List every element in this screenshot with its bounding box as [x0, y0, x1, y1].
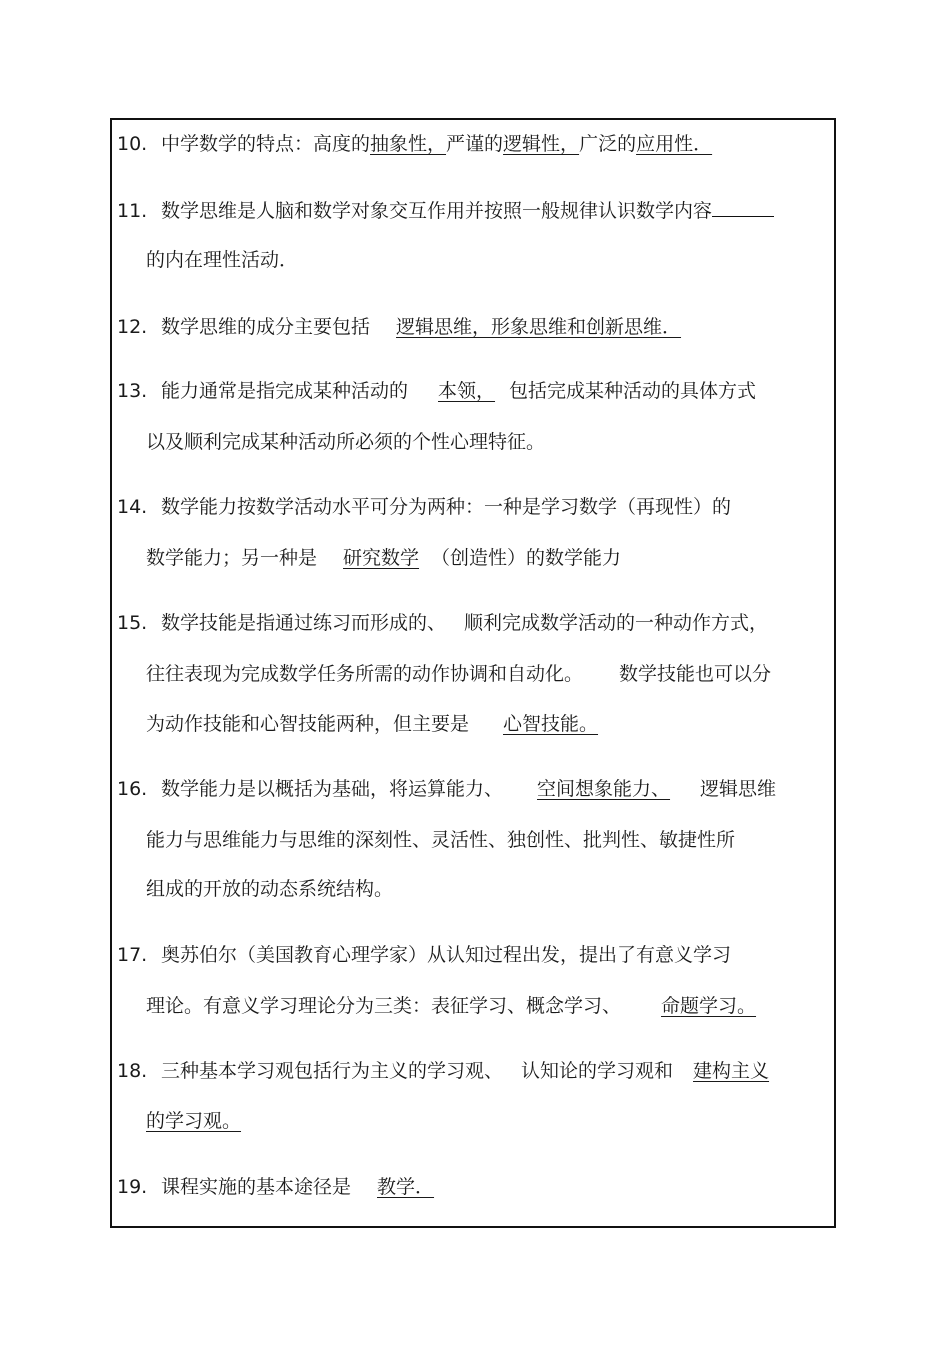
question-number: 17. — [117, 944, 148, 966]
question-text: 严谨的 — [446, 133, 504, 155]
question-text: 包括完成某种活动的具体方式 — [509, 380, 757, 402]
question-text: 中学数学的特点：高度的 — [161, 133, 371, 155]
question-number: 12. — [117, 316, 148, 338]
question-number: 16. — [117, 778, 148, 800]
answer: 教学． — [377, 1176, 435, 1198]
answer: 建构主义 — [693, 1060, 770, 1082]
question-text: 为动作技能和心智技能两种，但主要是 — [146, 713, 470, 735]
question-16-line-2 — [146, 827, 735, 853]
question-text: 组成的开放的动态系统结构。 — [146, 878, 394, 900]
question-text: （创造性）的数学能力 — [431, 547, 622, 569]
question-text: 数学能力按数学活动水平可分为两种：一种是学习数学（再现性）的 — [161, 496, 732, 518]
question-14-line-2 — [146, 545, 621, 571]
question-text: 数学思维的成分主要包括 — [161, 316, 371, 338]
question-17-line-2 — [146, 993, 756, 1019]
question-13 — [117, 378, 756, 404]
question-15-line-3 — [146, 711, 598, 737]
question-19 — [117, 1174, 434, 1200]
answer: 的学习观。 — [146, 1110, 242, 1132]
question-text: 能力与思维能力与思维的深刻性、灵活性、独创性、批判性、敏捷性所 — [146, 829, 736, 851]
question-number: 18. — [117, 1060, 148, 1082]
question-18 — [117, 1058, 769, 1084]
answer: 本领， — [438, 380, 496, 402]
question-text: 理论。有意义学习理论分为三类：表征学习、概念学习、 — [146, 995, 622, 1017]
question-11-line-2 — [146, 247, 298, 273]
question-number: 19. — [117, 1176, 148, 1198]
question-number: 15. — [117, 612, 148, 634]
question-11 — [117, 198, 774, 224]
question-text: 能力通常是指完成某种活动的 — [161, 380, 409, 402]
question-number: 11. — [117, 200, 148, 222]
question-text: 数学思维是人脑和数学对象交互作用并按照一般规律认识数学内容 — [161, 200, 713, 222]
answer-blank — [712, 198, 774, 217]
answer: 命题学习。 — [661, 995, 757, 1017]
question-number: 10. — [117, 133, 148, 155]
question-text: 课程实施的基本途径是 — [161, 1176, 352, 1198]
question-15-line-2 — [146, 661, 771, 687]
question-number: 14. — [117, 496, 148, 518]
question-text: 的内在理性活动． — [146, 249, 299, 271]
question-text: 往往表现为完成数学任务所需的动作协调和自动化。 — [146, 663, 584, 685]
question-text: 数学技能是指通过练习而形成的、 — [161, 612, 447, 634]
answer: 心智技能。 — [503, 713, 599, 735]
question-text: 奥苏伯尔（美国教育心理学家）从认知过程出发，提出了有意义学习 — [161, 944, 732, 966]
question-text: 以及顺利完成某种活动所必须的个性心理特征。 — [146, 431, 546, 453]
answer: 空间想象能力、 — [537, 778, 671, 800]
answer: 逻辑性， — [503, 133, 580, 155]
question-text: 广泛的 — [579, 133, 637, 155]
question-text: 逻辑思维 — [700, 778, 777, 800]
question-16 — [117, 776, 776, 802]
answer: 研究数学 — [343, 547, 420, 569]
question-text: 顺利完成数学活动的一种动作方式， — [464, 612, 769, 634]
question-text: 认知论的学习观和 — [521, 1060, 674, 1082]
question-12 — [117, 314, 681, 340]
question-text: 数学能力；另一种是 — [146, 547, 318, 569]
question-text: 数学技能也可以分 — [619, 663, 772, 685]
answer: 逻辑思维，形象思维和创新思维． — [396, 316, 682, 338]
question-text: 三种基本学习观包括行为主义的学习观、 — [161, 1060, 504, 1082]
question-10 — [117, 131, 712, 157]
question-text: 数学能力是以概括为基础，将运算能力、 — [161, 778, 504, 800]
question-17 — [117, 942, 731, 968]
answer: 应用性． — [636, 133, 713, 155]
question-14 — [117, 494, 731, 520]
question-15 — [117, 610, 768, 636]
answer: 抽象性， — [370, 133, 447, 155]
question-number: 13. — [117, 380, 148, 402]
question-13-line-2 — [146, 429, 545, 455]
question-18-line-2 — [146, 1108, 241, 1134]
question-16-line-3 — [146, 876, 393, 902]
